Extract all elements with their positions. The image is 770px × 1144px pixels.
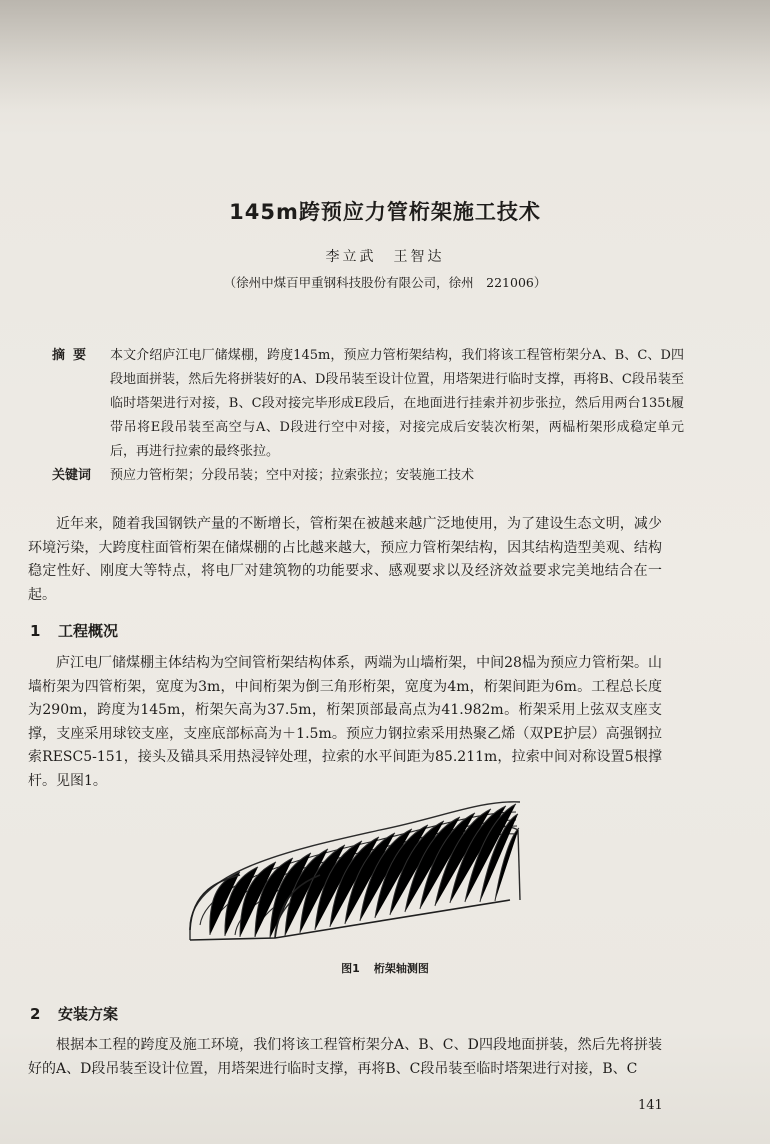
scan-shadow [0, 0, 770, 110]
keywords-block [52, 464, 684, 488]
abstract-block [52, 344, 684, 464]
paper-title: 145m跨预应力管桁架施工技术 [229, 200, 541, 224]
section-2-title: 安装方案 [58, 1005, 119, 1023]
section-1-heading [30, 620, 118, 641]
abstract-text: 本文介绍庐江电厂储煤棚，跨度145m，预应力管桁架结构，我们将该工程管桁架分A、B、C、D四段地面拼装，然后先将拼装好的A、D段吊装至设计位置，用塔架进行临时支撑，再将B、C段吊装至临时塔架进行对接，B、C段对接完毕形成E段后，在地面进行挂索并初步张拉，然后用两台135t履带吊将E段吊装至高空与A、D段进行空中对接，对接完成后安装次桁架，两榀桁架形成稳定单元后，再进行拉索的最终张拉。 [110, 348, 684, 459]
abstract-label: 摘要 [52, 348, 95, 363]
section-1-number: 1 [30, 622, 41, 640]
section-2-paragraph: 根据本工程的跨度及施工环境，我们将该工程管桁架分A、B、C、D四段地面拼装，然后先将拼装好的A、D段吊装至设计位置，用塔架进行临时支撑，再将B、C段吊装至临时塔架进行对接，B、C [28, 1037, 662, 1077]
intro-paragraph: 近年来，随着我国钢铁产量的不断增长，管桁架在被越来越广泛地使用，为了建设生态文明，减少环境污染，大跨度柱面管桁架在储煤棚的占比越来越大，预应力管桁架结构，因其结构造型美观、结构稳定性好、刚度大等特点，将电厂对建筑物的功能要求、感观要求以及经济效益要求完美地结合在一起。 [28, 516, 662, 603]
keywords-text: 预应力管桁架；分段吊装；空中对接；拉索张拉；安装施工技术 [110, 468, 475, 483]
keywords-label: 关键词 [52, 468, 92, 483]
section-1-paragraph: 庐江电厂储煤棚主体结构为空间管桁架结构体系，两端为山墙桁架，中间28榀为预应力管桁架。山墙桁架为四管桁架，宽度为3m，中间桁架为倒三角形桁架，宽度为4m，桁架间距为6m。工程总长度为290m，跨度为145m，桁架矢高为37.5m，桁架顶部最高点为41.982m。桁架采用上弦双支座支撑，支座采用球铰支座，支座底部标高为＋1.5m。预应力钢拉索采用热聚乙烯（双PE护层）高强钢拉索RESC5-151，接头及锚具采用热浸锌处理，拉索的水平间距为85.211m，拉索中间对称设置5根撑杆。见图1。 [28, 655, 662, 789]
section-2-heading [30, 1003, 118, 1024]
truss-axonometric-illustration [180, 790, 530, 950]
paper-affiliation: （徐州中煤百甲重钢科技股份有限公司，徐州 221006） [223, 275, 547, 290]
figure-caption [0, 960, 770, 976]
section-1-title: 工程概况 [58, 622, 119, 640]
section-2-number: 2 [30, 1005, 41, 1023]
page-number: 141 [638, 1098, 663, 1113]
figure-number: 图1 [341, 962, 360, 975]
figure-caption-text: 桁架轴测图 [373, 962, 429, 975]
paper-authors: 李立武 王智达 [325, 249, 445, 265]
